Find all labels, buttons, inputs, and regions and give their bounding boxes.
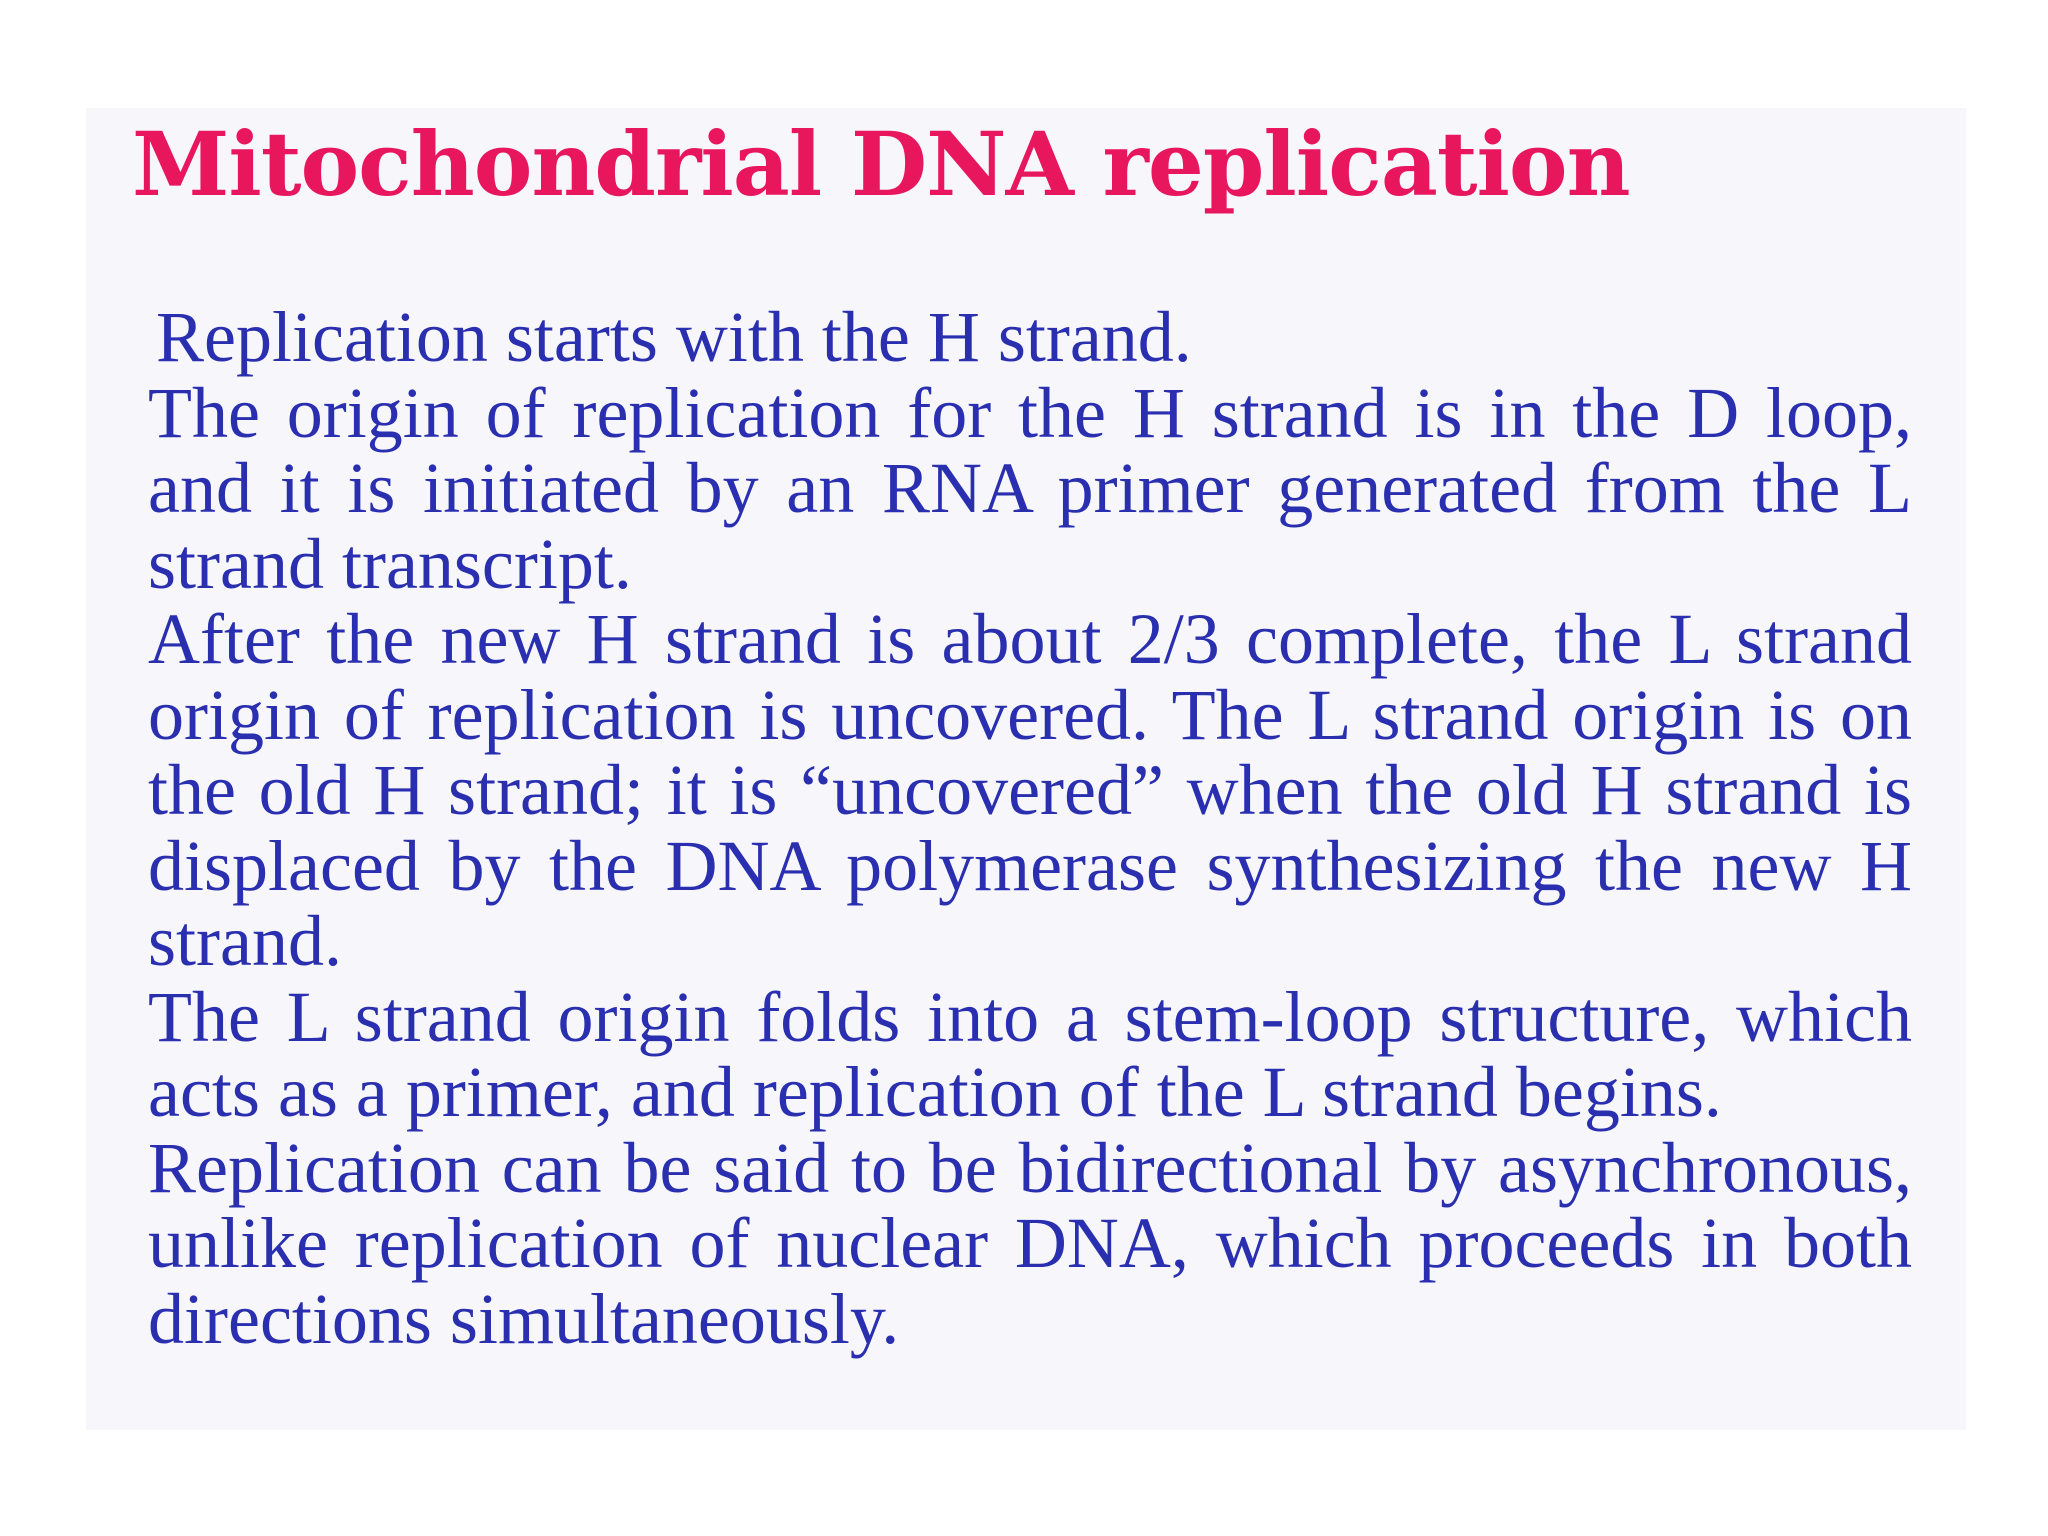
slide-body bbox=[148, 297, 1912, 1359]
paragraph-stem-loop: The L strand origin folds into a stem-loop structure, which acts as a primer, and replication of the L strand begins. bbox=[148, 976, 1912, 1132]
paragraph-l-strand-uncovered: After the new H strand is about 2/3 complete, the L strand origin of replication is uncovered. The L strand origin is on the old H strand; it is “uncovered” when the old H strand is displaced by the DNA polymerase synthesizing the new H strand. bbox=[148, 599, 1912, 981]
paragraph-replication-start: Replication starts with the H strand. bbox=[156, 297, 1192, 377]
slide-title: Mitochondrial DNA replication bbox=[132, 112, 1630, 216]
paragraph-bidirectional: Replication can be said to be bidirectional by asynchronous, unlike replication of nuclear DNA, which proceeds in both directions simultaneously. bbox=[148, 1127, 1912, 1359]
paragraph-h-strand-origin: The origin of replication for the H strand is in the D loop, and it is initiated by an RNA primer generated from the L strand transcript. bbox=[148, 372, 1912, 604]
